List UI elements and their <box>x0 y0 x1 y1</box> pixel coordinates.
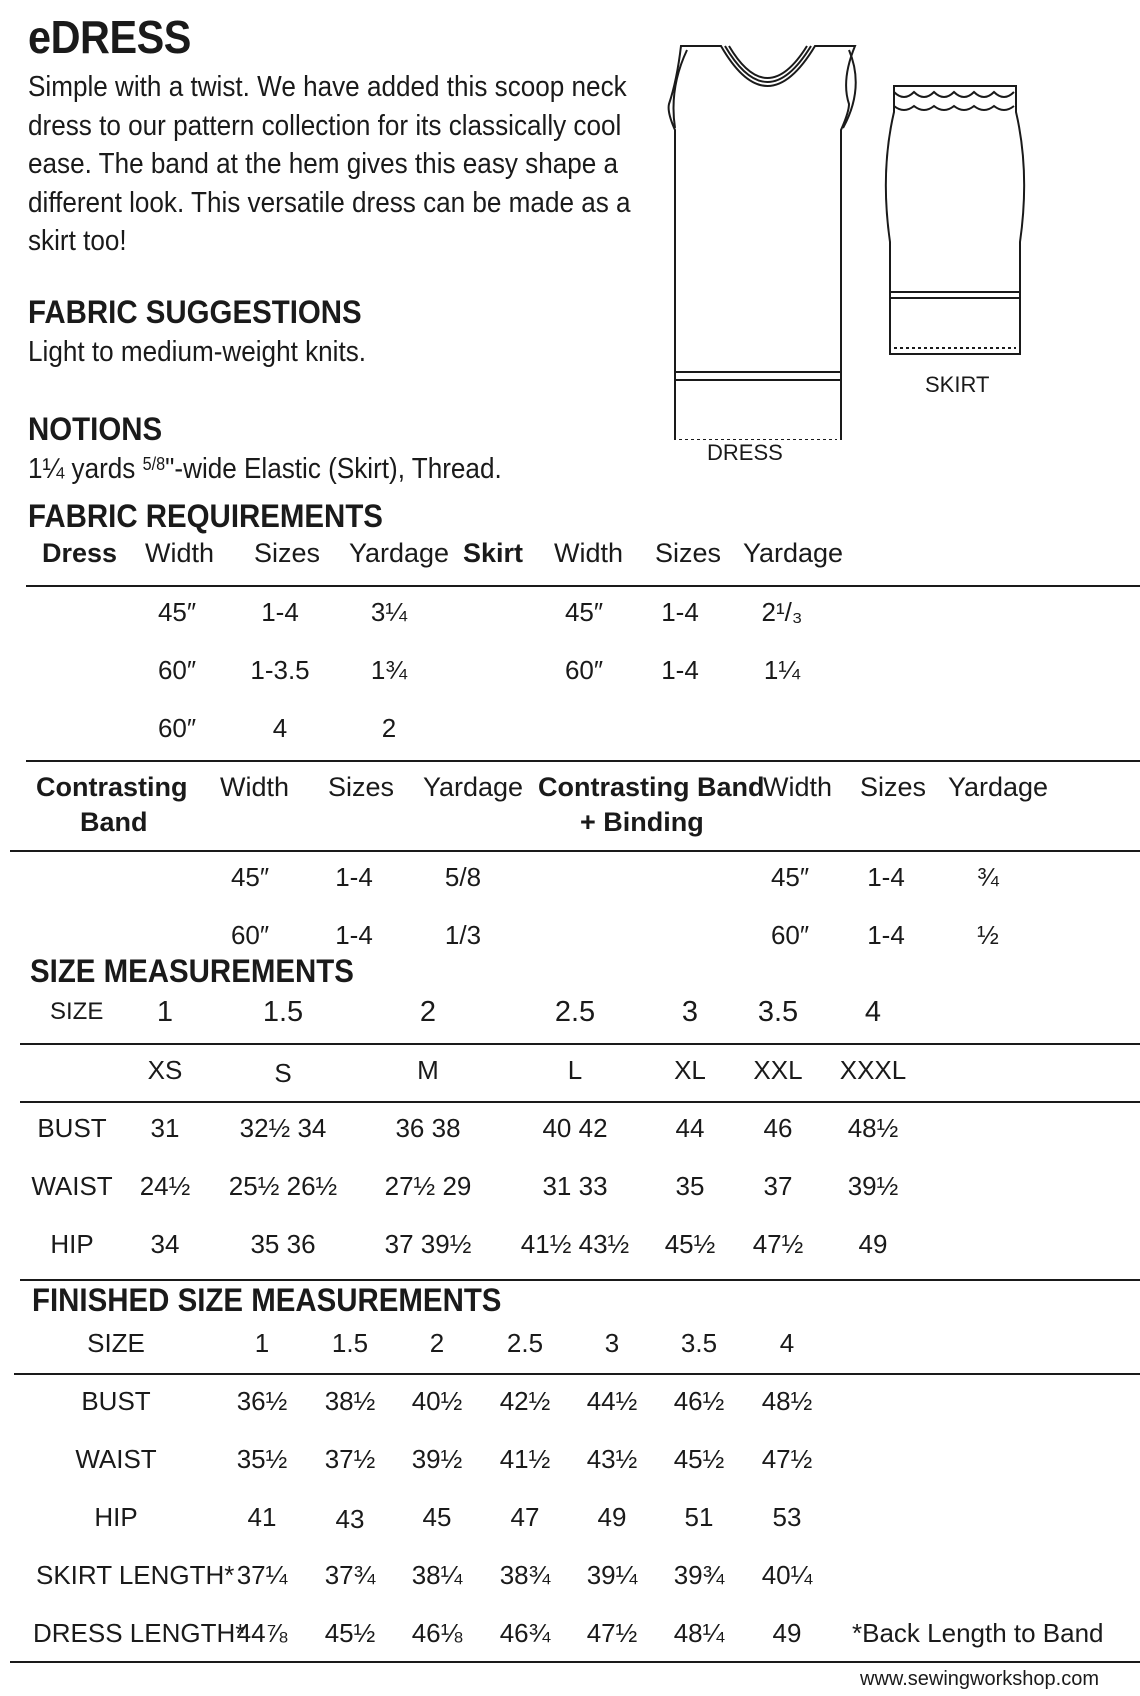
skirt-illustration <box>880 82 1030 362</box>
notions-heading: NOTIONS <box>28 411 163 447</box>
band-yardage: 1/3 <box>444 920 482 950</box>
measurement: 31 33 <box>542 1171 608 1201</box>
size-letter: XXXL <box>839 1055 907 1085</box>
band-yardage-header: Yardage <box>423 772 524 802</box>
divider <box>20 1279 1140 1281</box>
dress-yardage: 1¾ <box>370 655 408 685</box>
measurement: 34 <box>150 1229 180 1259</box>
measurement: 42½ <box>499 1386 551 1416</box>
skirt-sizes: 1-4 <box>661 655 699 685</box>
measurement: 38¼ <box>411 1560 463 1590</box>
measurement: 47½ <box>586 1618 638 1648</box>
size-value: 1.5 <box>331 1328 369 1358</box>
row-label: BUST <box>81 1386 151 1416</box>
measurement: 35½ <box>236 1444 288 1474</box>
measurement: 48½ <box>761 1386 813 1416</box>
band-sizes: 1-4 <box>335 920 373 950</box>
band-width-header: Width <box>220 772 290 802</box>
size-value: 1.5 <box>262 996 304 1028</box>
measurement: 43½ <box>586 1444 638 1474</box>
band-width: 45″ <box>230 862 270 892</box>
measurement: 51 <box>684 1502 714 1532</box>
dress-sizes-header: Sizes <box>254 538 321 568</box>
measurement: 44⅞ <box>236 1618 288 1648</box>
size-letter: S <box>274 1058 292 1088</box>
row-label: WAIST <box>75 1444 157 1474</box>
dress-yardage-header: Yardage <box>349 538 450 568</box>
measurement: 49 <box>597 1502 627 1532</box>
contrasting-band-label-2: Band <box>80 807 148 837</box>
measurement: 39½ <box>847 1171 899 1201</box>
measurement: 35 <box>675 1171 705 1201</box>
skirt-sizes-header: Sizes <box>655 538 722 568</box>
row-label: SKIRT LENGTH* <box>36 1560 235 1590</box>
dress-width: 60″ <box>157 713 197 743</box>
size-value: 2.5 <box>554 996 596 1028</box>
notions-text: 1¼ yards $^{5/8}$"-wide Elastic (Skirt), Thread. <box>28 453 502 485</box>
skirt-width: 60″ <box>564 655 604 685</box>
measurement: 40¼ <box>761 1560 813 1590</box>
divider <box>20 1101 1140 1103</box>
fabric-suggestions-text: Light to medium-weight knits. <box>28 336 367 368</box>
measurement: 36½ <box>236 1386 288 1416</box>
size-value: 3.5 <box>680 1328 718 1358</box>
dress-width: 60″ <box>157 655 197 685</box>
measurement: 44½ <box>586 1386 638 1416</box>
band-binding-label-2: + Binding <box>580 807 704 837</box>
dress-yardage: 2 <box>381 713 397 743</box>
size-label: SIZE <box>50 998 104 1025</box>
size-value: 4 <box>779 1328 795 1358</box>
binding-yardage: ½ <box>977 920 999 950</box>
measurement: 39¾ <box>673 1560 725 1590</box>
size-letter: L <box>567 1055 583 1085</box>
skirt-yardage-header: Yardage <box>743 538 844 568</box>
measurement: 37¾ <box>324 1560 376 1590</box>
binding-yardage: ¾ <box>977 862 999 892</box>
measurement: 49 <box>772 1618 802 1648</box>
size-value: 3 <box>681 996 699 1028</box>
measurement: 38½ <box>324 1386 376 1416</box>
measurement: 45½ <box>664 1229 716 1259</box>
finished-measurements-heading: FINISHED SIZE MEASUREMENTS <box>32 1282 502 1318</box>
measurement: 40 42 <box>542 1113 608 1143</box>
band-yardage: 5/8 <box>444 862 482 892</box>
measurement: 39½ <box>411 1444 463 1474</box>
measurement: 25½ 26½ <box>228 1171 338 1201</box>
divider <box>26 760 1140 762</box>
divider <box>10 1661 1140 1663</box>
band-sizes: 1-4 <box>335 862 373 892</box>
measurement: 43 <box>335 1504 365 1534</box>
binding-sizes: 1-4 <box>867 862 905 892</box>
binding-width-header: Width <box>763 772 833 802</box>
pattern-title: eDRESS <box>28 11 191 63</box>
skirt-width: 45″ <box>564 597 604 627</box>
measurement: 38¾ <box>499 1560 551 1590</box>
dress-sizes: 1-4 <box>261 597 299 627</box>
measurement: 39¼ <box>586 1560 638 1590</box>
band-sizes-header: Sizes <box>328 772 395 802</box>
measurement: 40½ <box>411 1386 463 1416</box>
measurement: 41 <box>247 1502 277 1532</box>
fabric-suggestions-heading: FABRIC SUGGESTIONS <box>28 294 362 330</box>
measurement: 46⅛ <box>411 1618 463 1648</box>
intro-paragraph: Simple with a twist. We have added this scoop neck dress to our pattern collection for its classically cool ease. The band at the hem gives this easy shape a different look. This versatile dress can be made as a skirt too! <box>28 71 631 257</box>
skirt-caption: SKIRT <box>925 372 990 397</box>
row-label: DRESS LENGTH* <box>33 1618 246 1648</box>
measurement: 44 <box>675 1113 705 1143</box>
size-letter: XL <box>674 1055 706 1085</box>
divider <box>10 850 1140 852</box>
size-value: 1 <box>156 996 174 1028</box>
measurement: 47 <box>510 1502 540 1532</box>
contrasting-band-label: Contrasting <box>36 772 188 802</box>
binding-sizes: 1-4 <box>867 920 905 950</box>
row-label: BUST <box>37 1113 107 1143</box>
website-link[interactable]: www.sewingworkshop.com <box>860 1668 1099 1690</box>
measurement: 27½ 29 <box>384 1171 472 1201</box>
size-measurements-heading: SIZE MEASUREMENTS <box>30 953 354 989</box>
measurement: 45 <box>422 1502 452 1532</box>
measurement: 37 39½ <box>384 1229 472 1259</box>
size-value: 2 <box>419 996 437 1028</box>
measurement: 48½ <box>847 1113 899 1143</box>
skirt-yardage: 1¼ <box>763 655 801 685</box>
size-value: 3 <box>604 1328 620 1358</box>
row-label: HIP <box>94 1502 138 1532</box>
dress-sizes: 4 <box>272 713 288 743</box>
measurement: 46¾ <box>499 1618 551 1648</box>
measurement: 24½ <box>139 1171 191 1201</box>
measurement: 37½ <box>324 1444 376 1474</box>
footnote: *Back Length to Band <box>852 1618 1104 1648</box>
binding-yardage-header: Yardage <box>948 772 1049 802</box>
skirt-sizes: 1-4 <box>661 597 699 627</box>
divider <box>20 1043 1140 1045</box>
binding-width: 45″ <box>770 862 810 892</box>
size-label: SIZE <box>87 1328 145 1358</box>
divider <box>26 585 1140 587</box>
divider <box>14 1373 1140 1375</box>
dress-yardage: 3¼ <box>370 597 408 627</box>
measurement: 32½ 34 <box>239 1113 327 1143</box>
dress-label: Dress <box>42 538 118 568</box>
measurement: 47½ <box>761 1444 813 1474</box>
size-value: 2.5 <box>506 1328 544 1358</box>
measurement: 46½ <box>673 1386 725 1416</box>
measurement: 41½ 43½ <box>520 1229 630 1259</box>
size-value: 2 <box>429 1328 445 1358</box>
size-letter: XXL <box>753 1055 803 1085</box>
measurement: 46 <box>763 1113 793 1143</box>
measurement: 53 <box>772 1502 802 1532</box>
measurement: 35 36 <box>250 1229 316 1259</box>
binding-sizes-header: Sizes <box>860 772 927 802</box>
measurement: 31 <box>150 1113 180 1143</box>
dress-caption: DRESS <box>707 440 783 465</box>
size-value: 4 <box>864 996 882 1028</box>
measurement: 48¼ <box>673 1618 725 1648</box>
measurement: 37 <box>763 1171 793 1201</box>
measurement: 41½ <box>499 1444 551 1474</box>
row-label: WAIST <box>31 1171 113 1201</box>
row-label: HIP <box>50 1229 94 1259</box>
size-letter: XS <box>147 1055 183 1085</box>
band-width: 60″ <box>230 920 270 950</box>
measurement: 47½ <box>752 1229 804 1259</box>
fabric-requirements-heading: FABRIC REQUIREMENTS <box>28 498 383 534</box>
dress-width-header: Width <box>145 538 215 568</box>
measurement: 49 <box>858 1229 888 1259</box>
measurement: 45½ <box>673 1444 725 1474</box>
band-binding-label: Contrasting Band <box>538 772 765 802</box>
dress-illustration <box>665 40 870 440</box>
dress-width: 45″ <box>157 597 197 627</box>
measurement: 36 38 <box>395 1113 461 1143</box>
size-value: 3.5 <box>757 996 799 1028</box>
size-value: 1 <box>254 1328 270 1358</box>
size-letter: M <box>417 1055 439 1085</box>
skirt-yardage: 2¹/₃ <box>761 597 803 627</box>
skirt-label: Skirt <box>463 538 524 568</box>
measurement: 45½ <box>324 1618 376 1648</box>
skirt-width-header: Width <box>554 538 624 568</box>
measurement: 37¼ <box>236 1560 288 1590</box>
dress-sizes: 1-3.5 <box>250 655 310 685</box>
binding-width: 60″ <box>770 920 810 950</box>
